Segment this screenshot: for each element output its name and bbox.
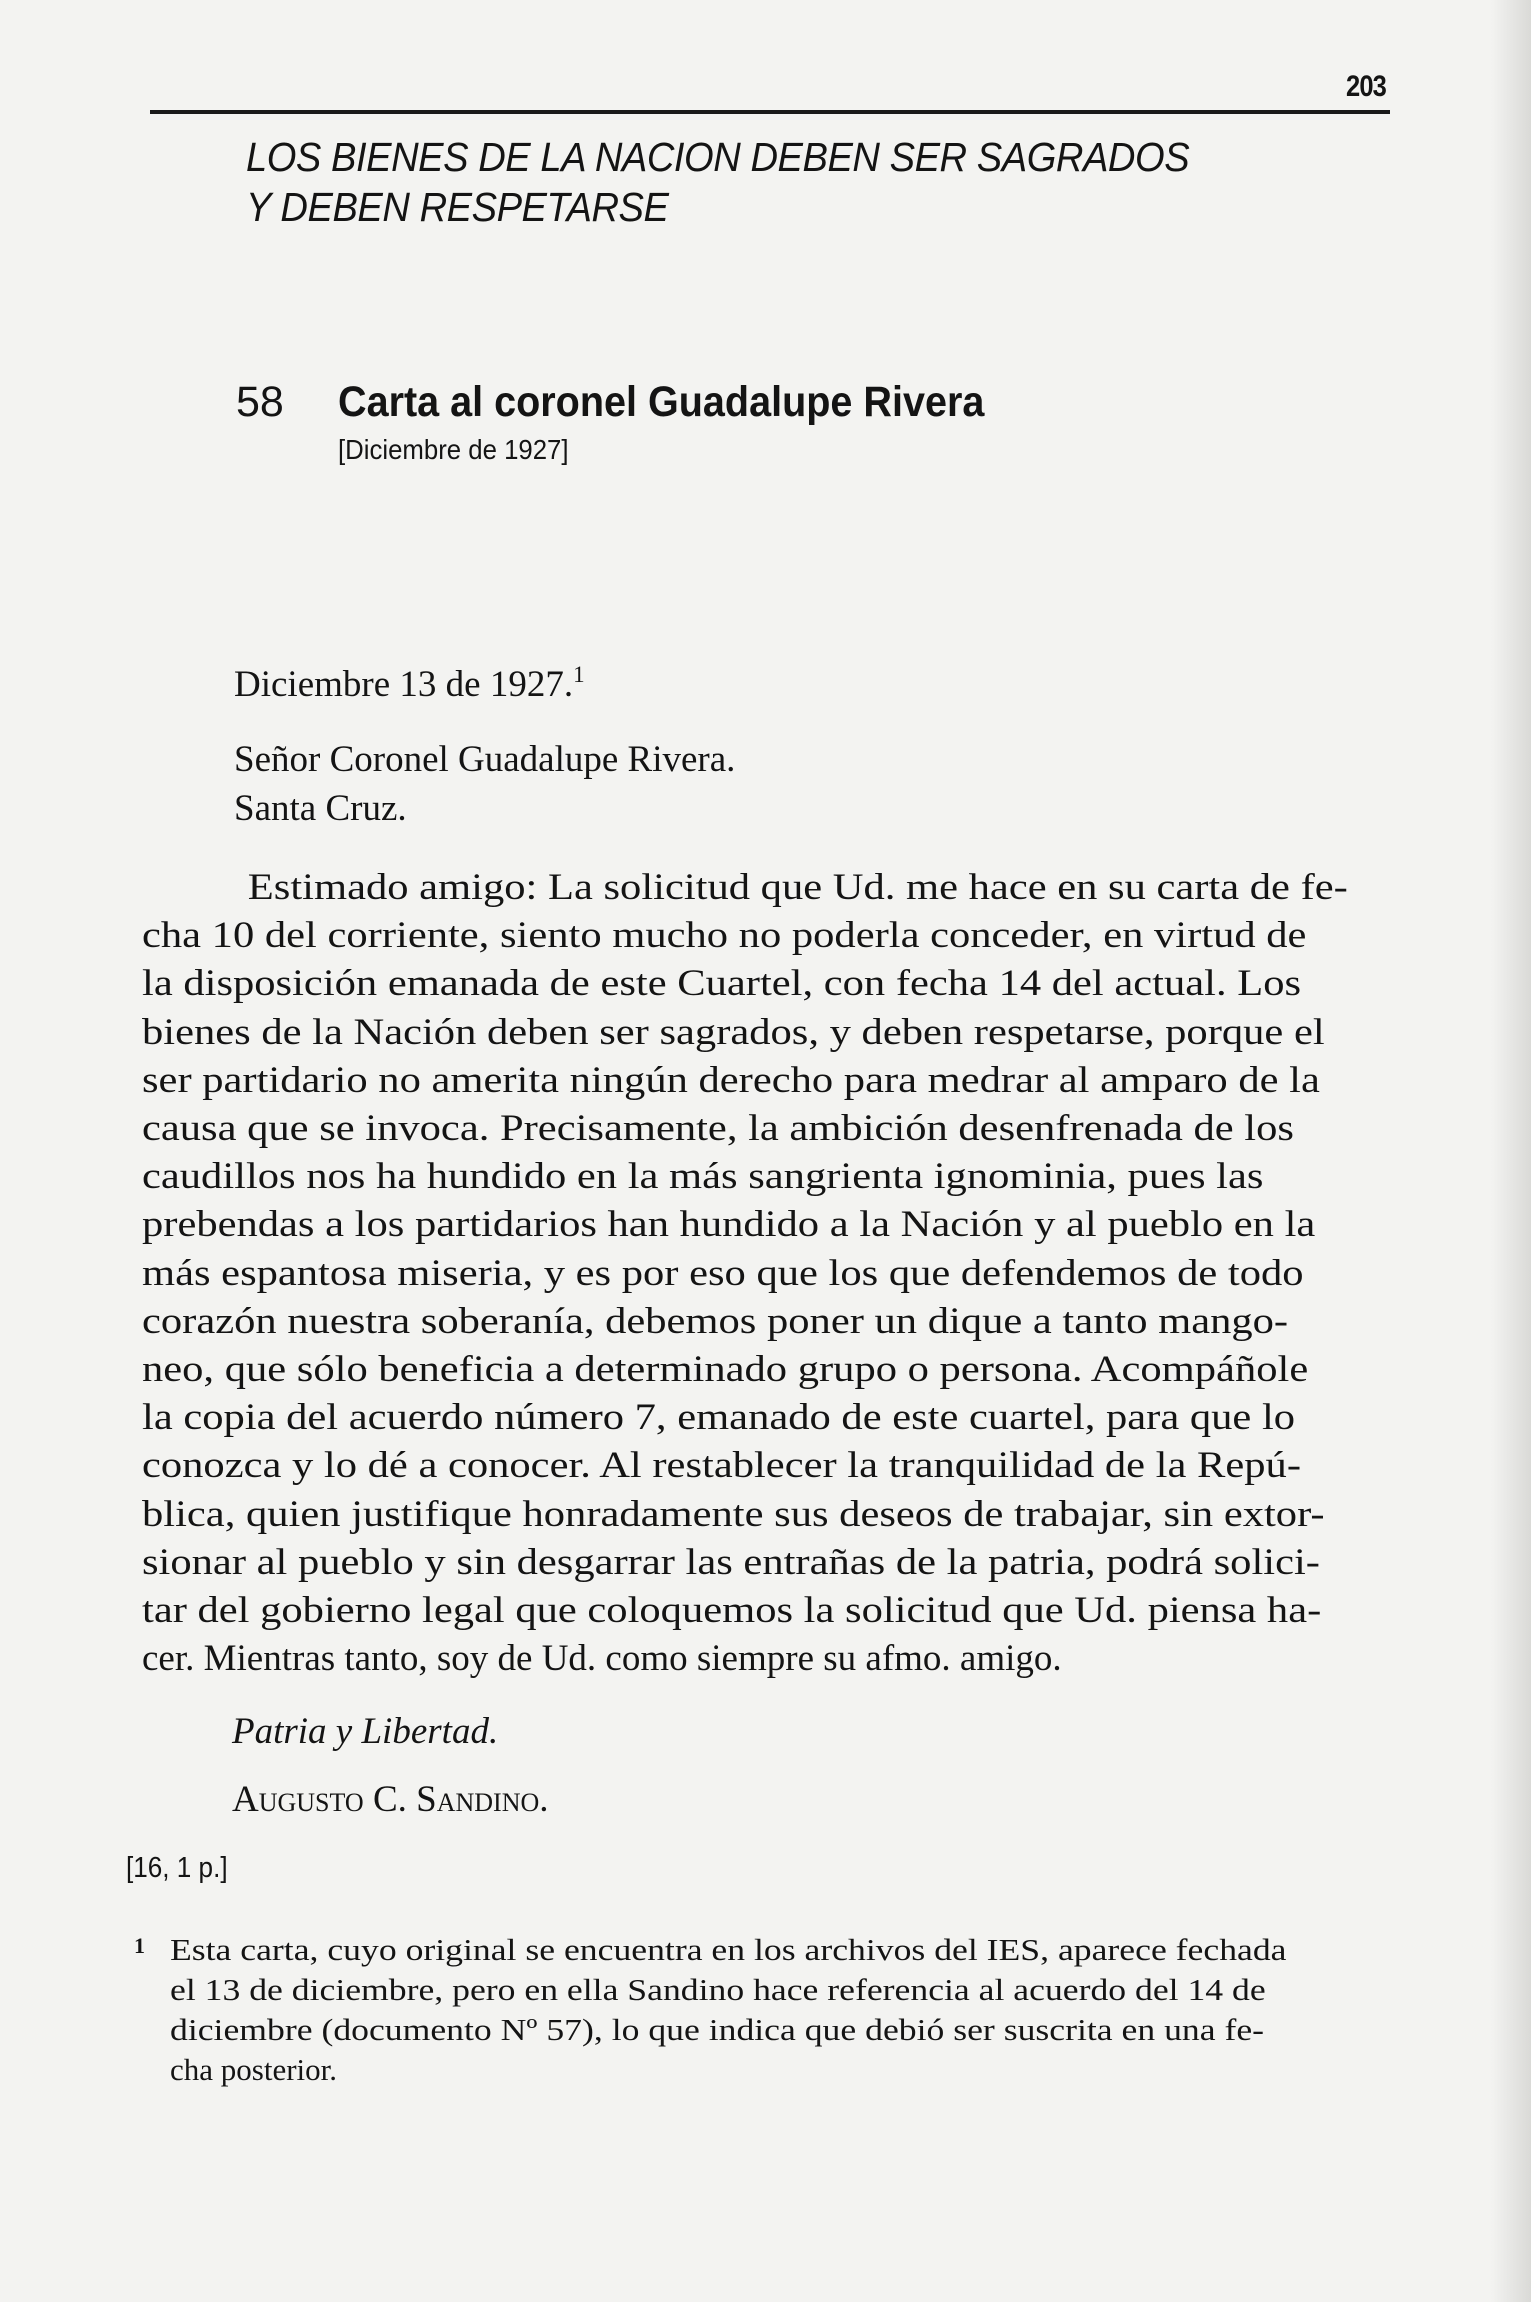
body-line: bienes de la Nación deben ser sagrados, y deben respetarse, porque el [142,1011,1325,1053]
footnote-text [170,1930,1378,2090]
body-line: neo, que sólo beneficia a determinado grupo o persona. Acompáñole [142,1349,1309,1391]
body-line: cha 10 del corriente, siento mucho no poderla conceder, en virtud de [142,915,1307,957]
letter-date-text: Diciembre 13 de 1927. [234,664,574,705]
footnote-line: cha posterior. [170,2052,338,2087]
body-line: Estimado amigo: La solicitud que Ud. me hace en su carta de fe- [247,867,1348,908]
addressee-line: Señor Coronel Guadalupe Rivera. [234,739,736,780]
running-head-line: LOS BIENES DE LA NACION DEBEN SER SAGRADOS [246,134,1190,180]
body-line: ser partidario no amerita ningún derecho para medrar al amparo de la [142,1059,1320,1101]
footnote [134,1930,1384,2090]
footnote-reference: 1 [573,662,585,687]
body-line: prebendas a los partidarios han hundido a la Nación y al pueblo en la [142,1204,1316,1246]
footnote-line: el 13 de diciembre, pero en ella Sandino hace referencia al acuerdo del 14 de [170,1972,1266,2007]
body-line: más espantosa miseria, y es por eso que los que defendemos de todo [142,1252,1304,1294]
header-rule [150,110,1390,114]
body-line: conozca y lo dé a conocer. Al restablecer la tranquilidad de la Repú- [142,1445,1302,1487]
document-date: [Diciembre de 1927] [338,434,569,465]
letter-body [142,864,1386,1683]
document-title: Carta al coronel Guadalupe Rivera [338,378,985,426]
letter-date [234,662,585,706]
body-line: la disposición emanada de este Cuartel, con fecha 14 del actual. Los [142,963,1302,1005]
body-line: tar del gobierno legal que coloquemos la solicitud que Ud. piensa ha- [142,1590,1322,1632]
footnote-line: Esta carta, cuyo original se encuentra en los archivos del IES, aparece fechada [170,1932,1287,1967]
running-head-line: Y DEBEN RESPETARSE [246,184,669,230]
body-line: sionar al pueblo y sin desgarrar las entrañas de la patria, podrá solici- [142,1541,1320,1583]
body-line: corazón nuestra soberanía, debemos poner un dique a tanto mango- [142,1300,1289,1342]
signature: Augusto C. Sandino. [232,1779,549,1820]
body-line: blica, quien justifique honradamente sus deseos de trabajar, sin extor- [142,1493,1325,1535]
body-line: caudillos nos ha hundido en la más sangrienta ignominia, pues las [142,1156,1264,1198]
addressee [234,735,735,833]
running-head [246,132,1406,232]
archive-reference: [16, 1 p.] [126,1852,228,1884]
footnote-marker: 1 [134,1933,145,1958]
document-number: 58 [236,378,284,426]
addressee-line: Santa Cruz. [234,788,407,829]
closing-salutation: Patria y Libertad. [232,1711,499,1752]
page-number: 203 [1345,70,1386,103]
footnote-line: diciembre (documento Nº 57), lo que indica que debió ser suscrita en una fe- [170,2012,1265,2047]
body-line: la copia del acuerdo número 7, emanado de este cuartel, para que lo [142,1397,1296,1439]
document-heading [236,378,1336,427]
body-line: causa que se invoca. Precisamente, la ambición desenfrenada de los [142,1108,1294,1150]
page-edge-shadow [1491,0,1531,2302]
body-line: cer. Mientras tanto, soy de Ud. como siempre su afmo. amigo. [142,1638,1062,1680]
